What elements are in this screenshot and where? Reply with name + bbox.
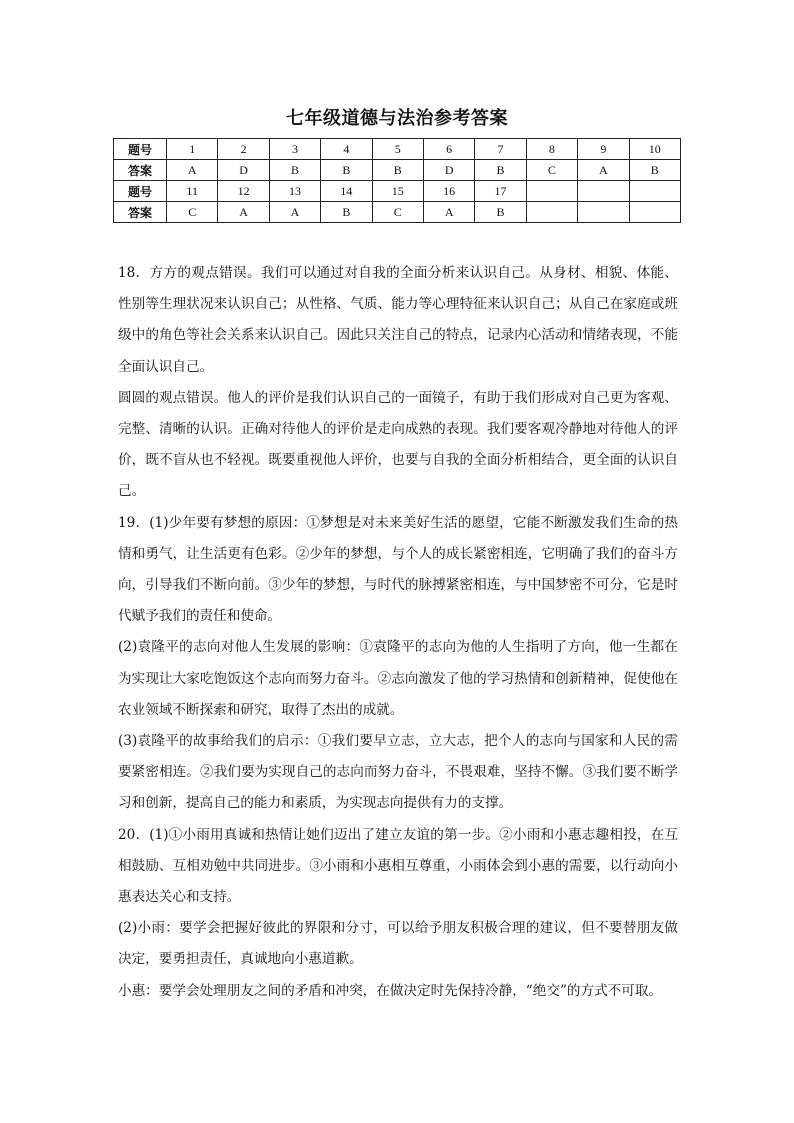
table-cell: 14 <box>321 181 372 202</box>
table-cell: A <box>578 160 629 181</box>
answer-table <box>113 138 681 223</box>
table-cell: B <box>629 160 680 181</box>
table-cell: A <box>167 160 218 181</box>
table-cell <box>629 181 680 202</box>
answer-paragraph: 20．(1)①小雨用真诚和热情让她们迈出了建立友谊的第一步。②小雨和小惠志趣相投，在互相鼓励、互相劝勉中共同进步。③小雨和小惠相互尊重，小雨体会到小惠的需要，以行动向小惠表达关心和支持。 <box>118 826 678 906</box>
table-cell: C <box>526 160 577 181</box>
table-cell: C <box>167 202 218 223</box>
table-row <box>114 202 681 223</box>
table-cell: 9 <box>578 139 629 160</box>
table-cell: B <box>321 160 372 181</box>
table-cell <box>578 181 629 202</box>
table-cell: C <box>372 202 423 223</box>
row-header-cell: 答案 <box>114 202 167 223</box>
table-cell: D <box>218 160 269 181</box>
answer-paragraph: (3)袁隆平的故事给我们的启示：①我们要早立志，立大志，把个人的志向与国家和人民的需要紧密相连。②我们要为实现自己的志向而努力奋斗，不畏艰难，坚持不懈。③我们要不断学习和创新，提高自己的能力和素质，为实现志向提供有力的支撑。 <box>118 733 678 812</box>
table-cell: D <box>423 160 474 181</box>
table-cell <box>526 202 577 223</box>
table-cell: 10 <box>629 139 680 160</box>
answer-paragraph: 圆圆的观点错误。他人的评价是我们认识自己的一面镜子，有助于我们形成对自己更为客观、完整、清晰的认识。正确对待他人的评价是走向成熟的表现。我们要客观冷静地对待他人的评价，既不盲从也不轻视。既要重视他人评价，也要与自我的全面分析相结合，更全面的认识自己。 <box>118 389 678 500</box>
table-row <box>114 139 681 160</box>
row-header-cell: 题号 <box>114 139 167 160</box>
table-row <box>114 181 681 202</box>
table-cell: B <box>372 160 423 181</box>
table-cell: 8 <box>526 139 577 160</box>
table-cell <box>629 202 680 223</box>
page-title: 七年级道德与法治参考答案 <box>286 108 508 129</box>
table-cell: 2 <box>218 139 269 160</box>
table-cell: 5 <box>372 139 423 160</box>
table-cell: 15 <box>372 181 423 202</box>
table-cell: 4 <box>321 139 372 160</box>
table-cell <box>578 202 629 223</box>
answer-text <box>118 258 678 1007</box>
answer-paragraph: (2)袁隆平的志向对他人生发展的影响：①袁隆平的志向为他的人生指明了方向，他一生都在为实现让大家吃饱饭这个志向而努力奋斗。②志向激发了他的学习热情和创新精神，促使他在农业领域不断探索和研究，取得了杰出的成就。 <box>118 639 678 718</box>
table-cell: B <box>475 160 526 181</box>
table-cell: 1 <box>167 139 218 160</box>
table-cell: 11 <box>167 181 218 202</box>
table-cell: A <box>218 202 269 223</box>
table-cell: A <box>423 202 474 223</box>
table-cell: B <box>321 202 372 223</box>
answer-paragraph: 小惠：要学会处理朋友之间的矛盾和冲突，在做决定时先保持冷静，“绝交”的方式不可取。 <box>118 982 663 999</box>
table-cell: B <box>269 160 320 181</box>
table-cell: 7 <box>475 139 526 160</box>
answer-paragraph: 19．(1)少年要有梦想的原因：①梦想是对未来美好生活的愿望，它能不断激发我们生命的热情和勇气，让生活更有色彩。②少年的梦想，与个人的成长紧密相连，它明确了我们的奋斗方向，引导我们不断向前。③少年的梦想，与时代的脉搏紧密相连，与中国梦密不可分，它是时代赋予我们的责任和使命。 <box>118 514 678 625</box>
row-header-cell: 答案 <box>114 160 167 181</box>
table-row <box>114 160 681 181</box>
table-cell: B <box>475 202 526 223</box>
table-cell: 3 <box>269 139 320 160</box>
table-cell: 12 <box>218 181 269 202</box>
table-cell: 13 <box>269 181 320 202</box>
row-header-cell: 题号 <box>114 181 167 202</box>
answer-paragraph: (2)小雨：要学会把握好彼此的界限和分寸，可以给予朋友积极合理的建议，但不要替朋友做决定，要勇担责任，真诚地向小惠道歉。 <box>118 920 678 968</box>
answer-paragraph: 18．方方的观点错误。我们可以通过对自我的全面分析来认识自己。从身材、相貌、体能、性别等生理状况来认识自己；从性格、气质、能力等心理特征来认识自己；从自己在家庭或班级中的角色等社会关系来认识自己。因此只关注自己的特点，记录内心活动和情绪表现，不能全面认识自己。 <box>118 265 678 375</box>
table-cell: 6 <box>423 139 474 160</box>
table-cell <box>526 181 577 202</box>
table-cell: A <box>269 202 320 223</box>
table-cell: 17 <box>475 181 526 202</box>
table-cell: 16 <box>423 181 474 202</box>
